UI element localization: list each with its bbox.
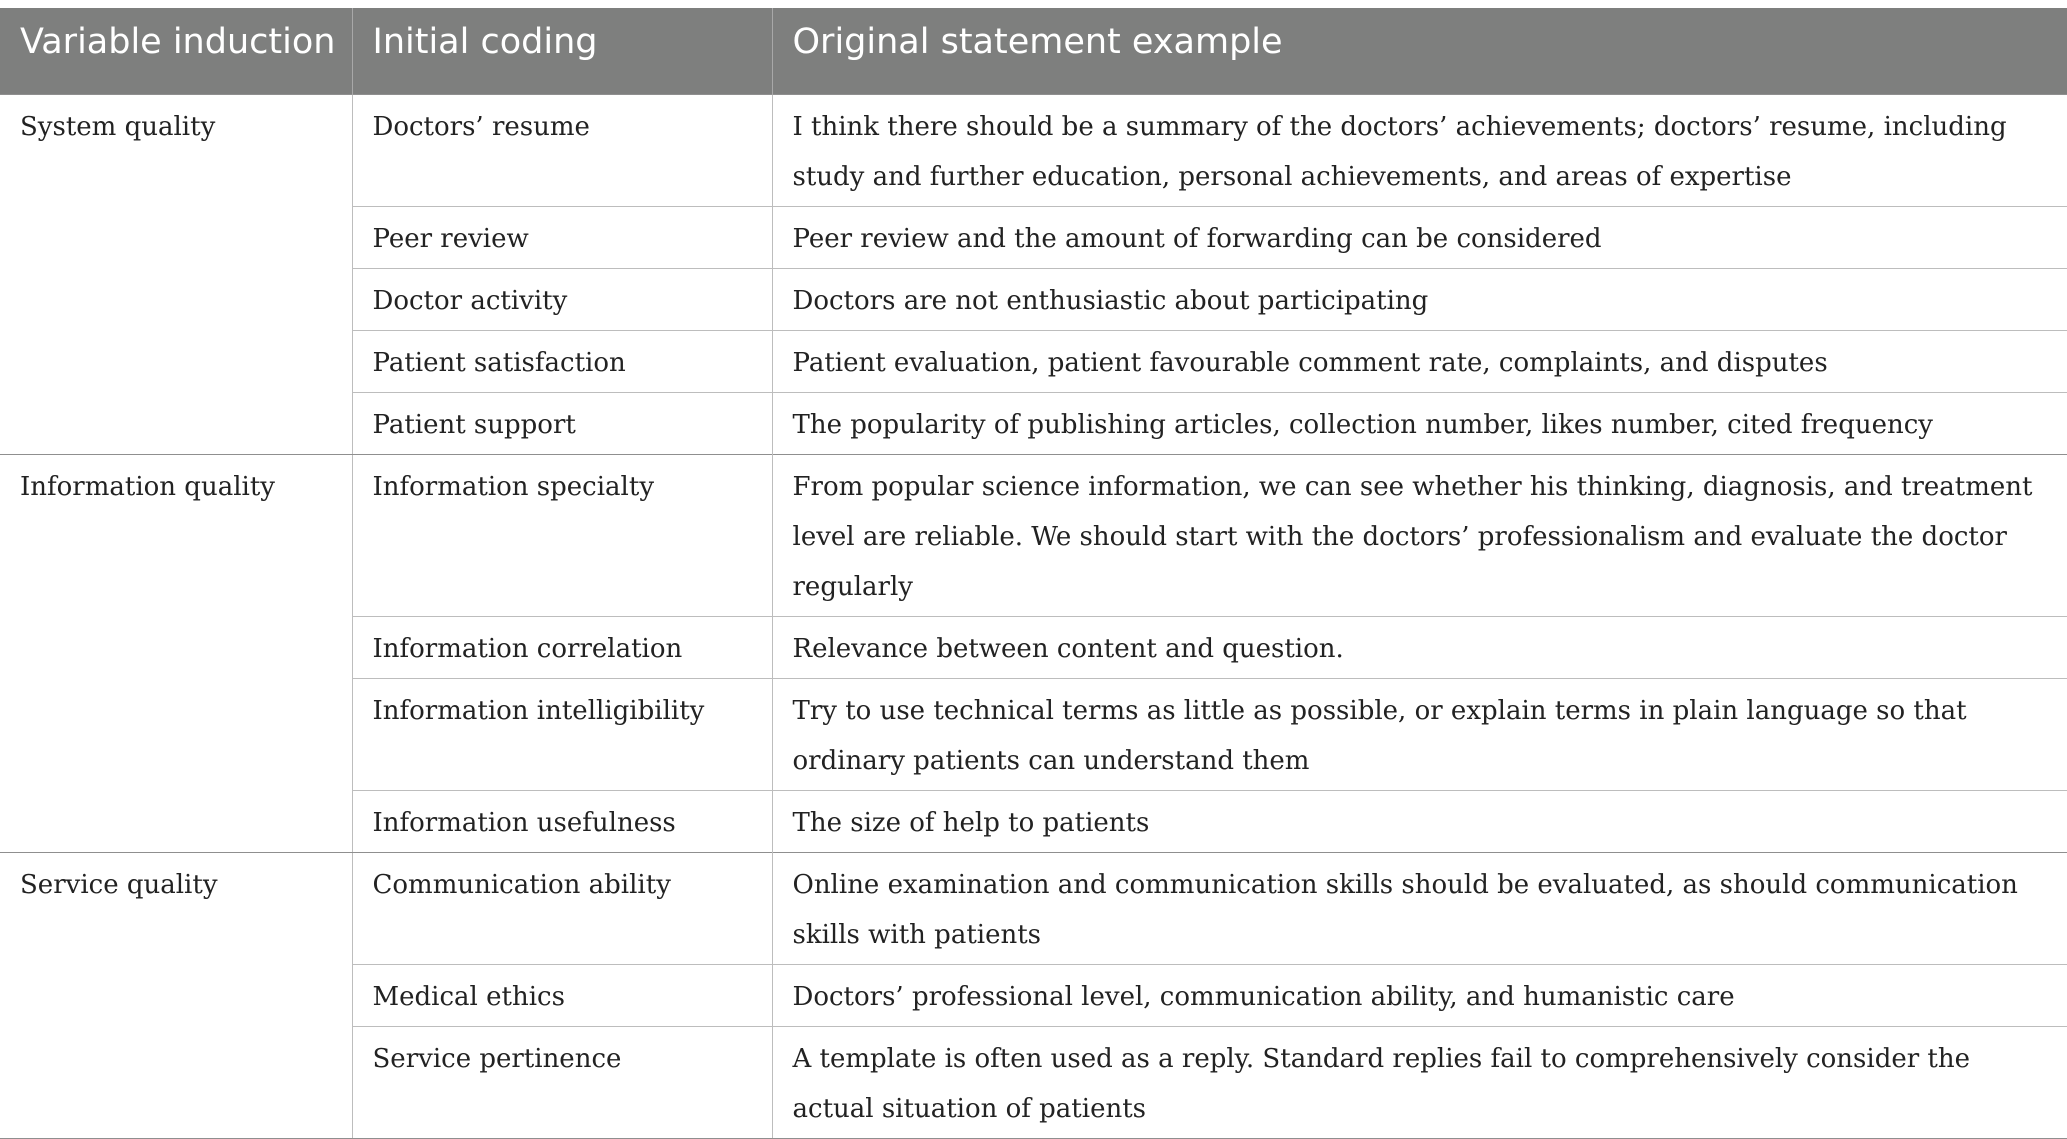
header-row xyxy=(0,8,2067,94)
initial-coding-cell: Information correlation xyxy=(352,616,772,678)
original-statement-cell: A template is often used as a reply. Standard replies fail to comprehensively consider the actual situation of patients xyxy=(772,1026,2067,1138)
variable-induction-cell: System quality xyxy=(0,94,352,454)
header-initial-coding: Initial coding xyxy=(352,8,772,94)
table-row xyxy=(0,454,2067,616)
initial-coding-cell: Peer review xyxy=(352,206,772,268)
original-statement-cell: Doctors are not enthusiastic about participating xyxy=(772,268,2067,330)
original-statement-cell: I think there should be a summary of the doctors’ achievements; doctors’ resume, including study and further education, personal achievements, and areas of expertise xyxy=(772,94,2067,206)
table-body xyxy=(0,94,2067,1138)
coding-table xyxy=(0,8,2067,1139)
original-statement-cell: Relevance between content and question. xyxy=(772,616,2067,678)
header-original-statement-example: Original statement example xyxy=(772,8,2067,94)
coding-table-container xyxy=(0,8,2067,1139)
original-statement-cell: The popularity of publishing articles, collection number, likes number, cited frequency xyxy=(772,392,2067,454)
initial-coding-cell: Doctor activity xyxy=(352,268,772,330)
initial-coding-cell: Medical ethics xyxy=(352,964,772,1026)
table-row xyxy=(0,94,2067,206)
variable-induction-cell: Service quality xyxy=(0,852,352,1138)
initial-coding-cell: Doctors’ resume xyxy=(352,94,772,206)
original-statement-cell: Peer review and the amount of forwarding can be considered xyxy=(772,206,2067,268)
initial-coding-cell: Patient satisfaction xyxy=(352,330,772,392)
original-statement-cell: The size of help to patients xyxy=(772,790,2067,852)
variable-induction-cell: Information quality xyxy=(0,454,352,852)
original-statement-cell: From popular science information, we can see whether his thinking, diagnosis, and treatment level are reliable. We should start with the doctors’ professionalism and evaluate the doctor regularly xyxy=(772,454,2067,616)
table-header xyxy=(0,8,2067,94)
initial-coding-cell: Information usefulness xyxy=(352,790,772,852)
original-statement-cell: Online examination and communication skills should be evaluated, as should communication skills with patients xyxy=(772,852,2067,964)
original-statement-cell: Try to use technical terms as little as possible, or explain terms in plain language so that ordinary patients can understand them xyxy=(772,678,2067,790)
original-statement-cell: Patient evaluation, patient favourable comment rate, complaints, and disputes xyxy=(772,330,2067,392)
original-statement-cell: Doctors’ professional level, communication ability, and humanistic care xyxy=(772,964,2067,1026)
initial-coding-cell: Patient support xyxy=(352,392,772,454)
initial-coding-cell: Information intelligibility xyxy=(352,678,772,790)
initial-coding-cell: Communication ability xyxy=(352,852,772,964)
initial-coding-cell: Information specialty xyxy=(352,454,772,616)
header-variable-induction: Variable induction xyxy=(0,8,352,94)
table-row xyxy=(0,852,2067,964)
initial-coding-cell: Service pertinence xyxy=(352,1026,772,1138)
